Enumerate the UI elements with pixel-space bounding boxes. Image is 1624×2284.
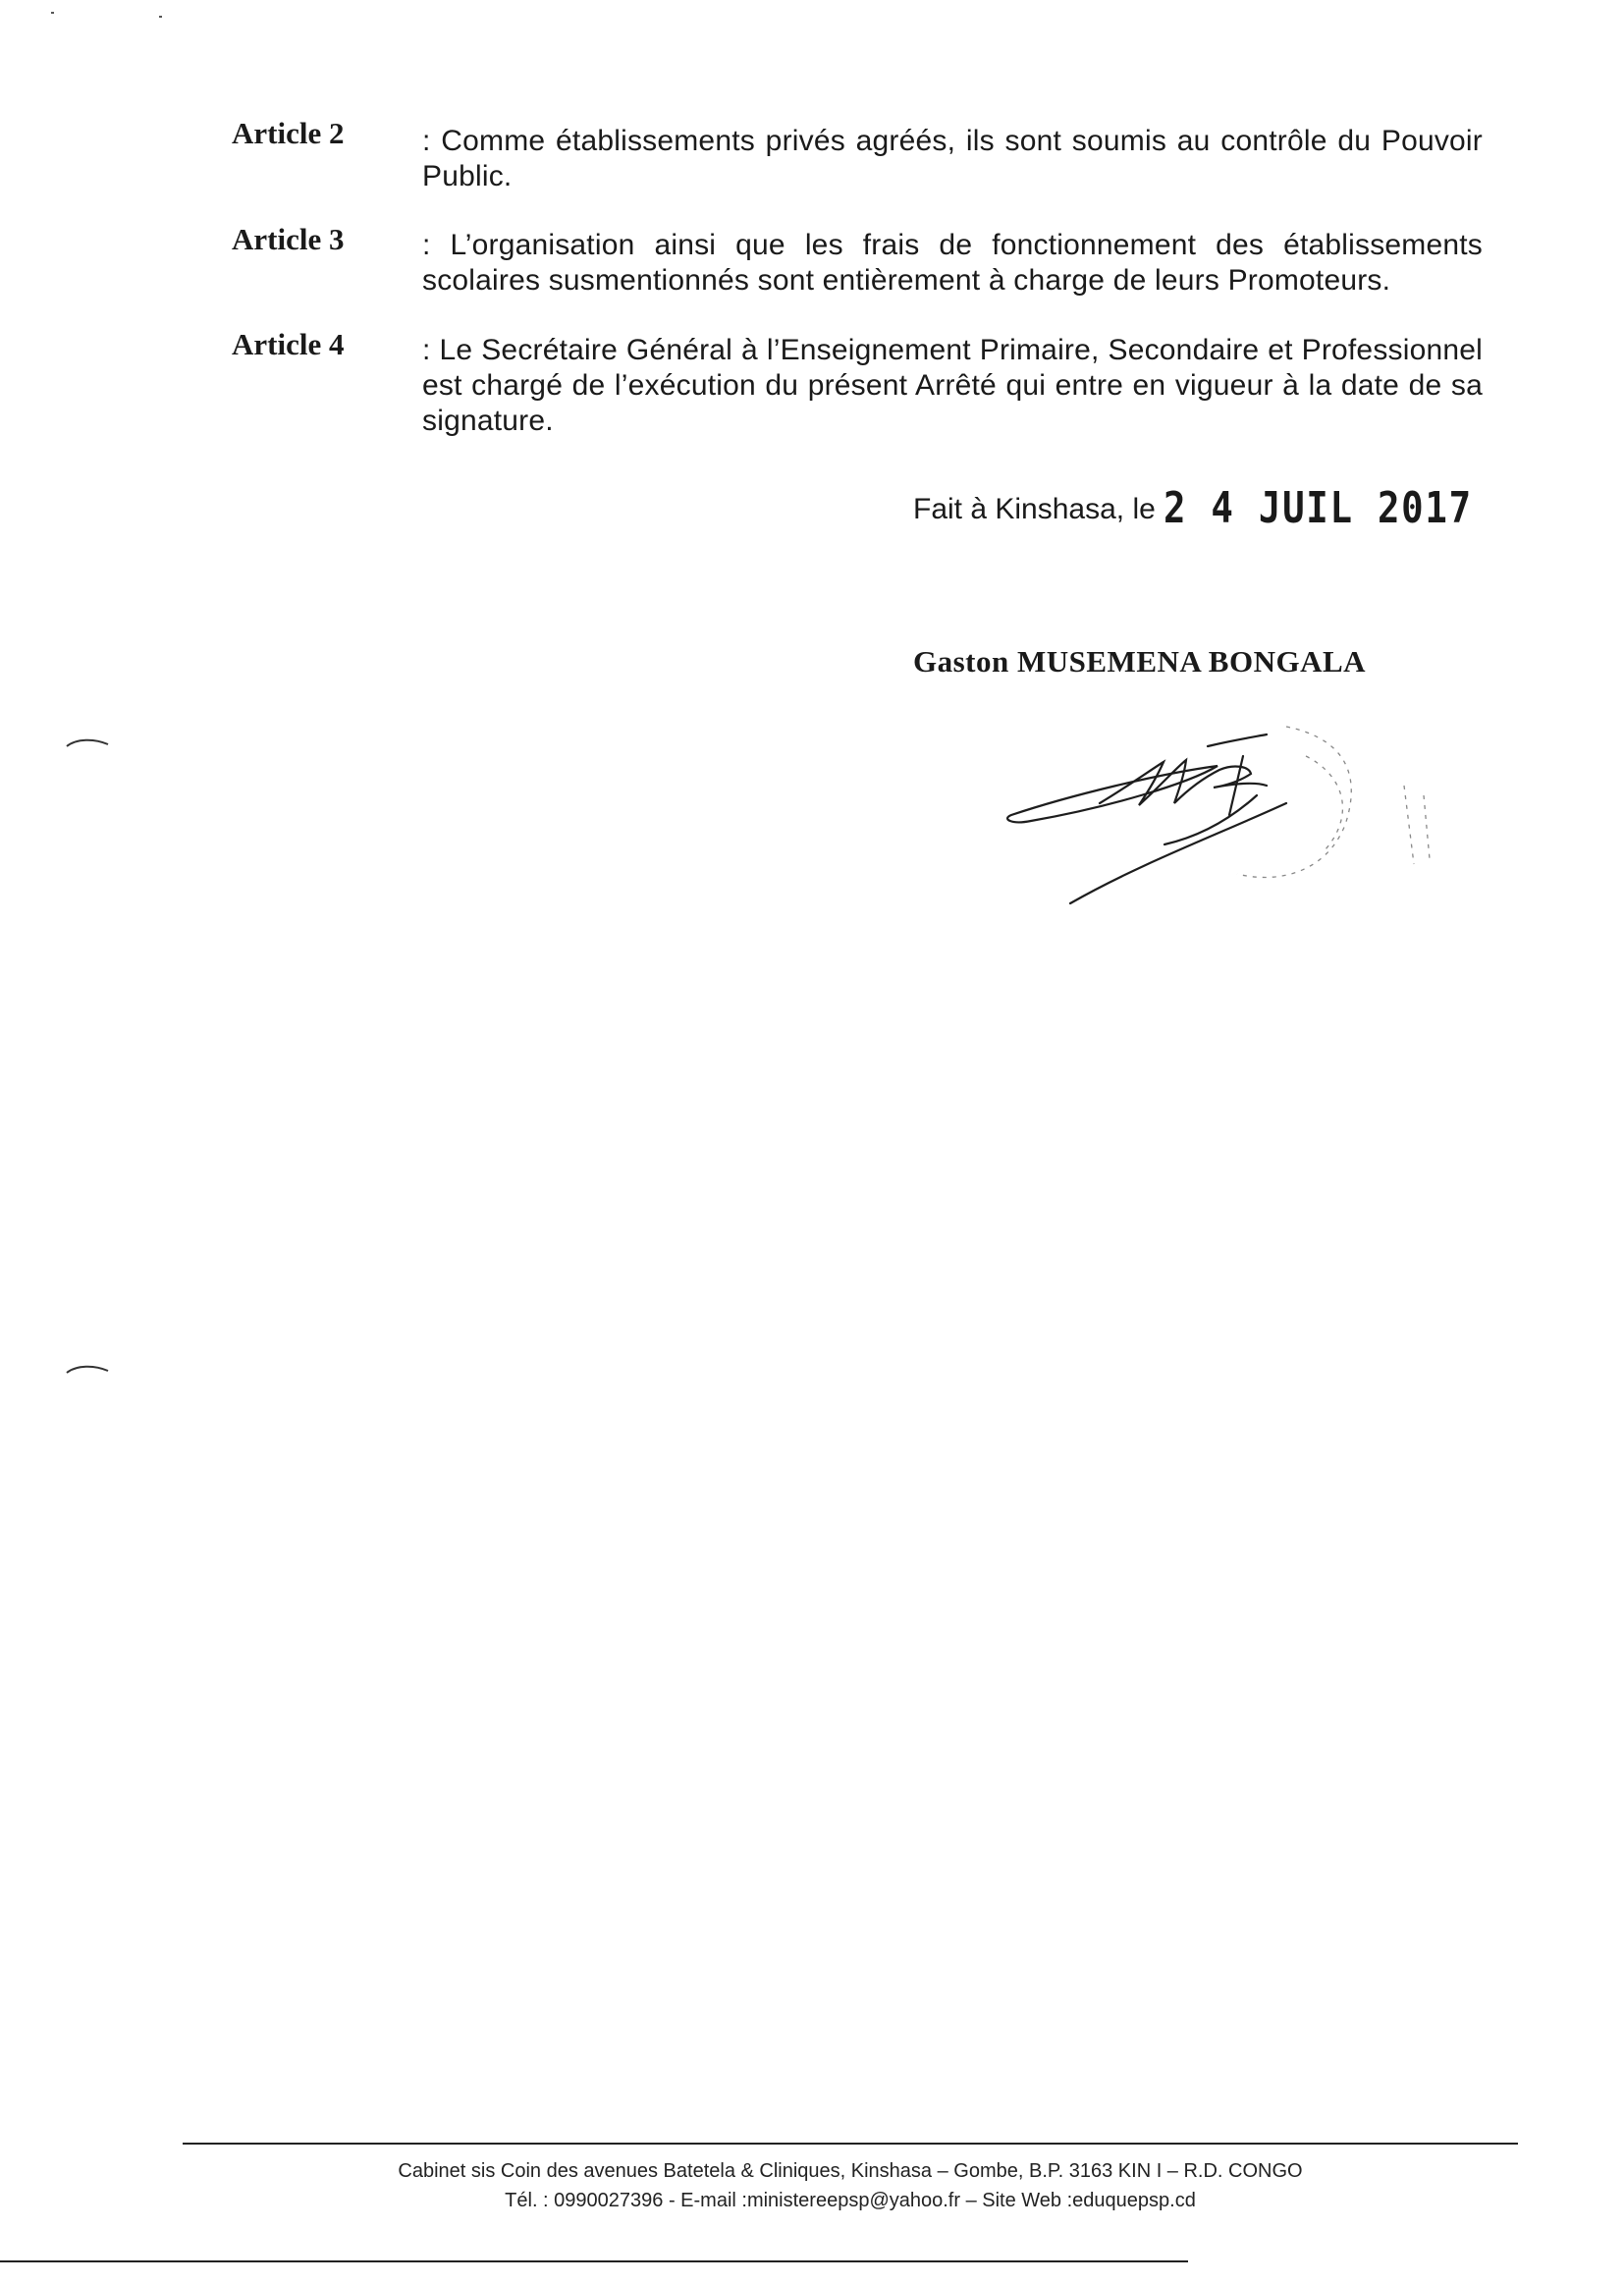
place-and-date <box>913 483 1528 533</box>
footer-divider <box>183 2143 1518 2145</box>
handwritten-signature <box>992 687 1463 923</box>
footer-bottom-rule <box>0 2260 1188 2262</box>
article-text: : Comme établissements privés agréés, ils sont soumis au contrôle du Pouvoir Public. <box>422 125 1483 192</box>
scan-speck <box>159 16 162 18</box>
signatory-name: Gaston MUSEMENA BONGALA <box>913 644 1367 679</box>
footer-contact: Tél. : 0990027396 - E-mail :ministereepsp@yahoo.fr – Site Web :eduquepsp.cd <box>505 2190 1196 2211</box>
article-text: : L’organisation ainsi que les frais de fonctionnement des établissements scolaires susmentionnés sont entièrement à charge de leurs Promoteurs. <box>422 229 1483 297</box>
article-text: : Le Secrétaire Général à l’Enseignement Primaire, Secondaire et Professionnel est chargé de l’exécution du présent Arrêté qui entre en vigueur à la date de sa signature. <box>422 334 1483 437</box>
date-stamp: 2 4 JUIL 2017 <box>1164 483 1473 533</box>
place-text: Fait à Kinshasa, le <box>913 493 1156 525</box>
article-label: Article 4 <box>232 327 345 361</box>
article-label: Article 3 <box>232 222 345 256</box>
footer <box>183 2156 1518 2215</box>
footer-address: Cabinet sis Coin des avenues Batetela & Cliniques, Kinshasa – Gombe, B.P. 3163 KIN I – R.D. CONGO <box>398 2160 1303 2182</box>
article-label: Article 2 <box>232 116 345 150</box>
margin-mark <box>65 1363 110 1375</box>
margin-mark <box>65 736 110 748</box>
scan-speck <box>51 12 54 14</box>
